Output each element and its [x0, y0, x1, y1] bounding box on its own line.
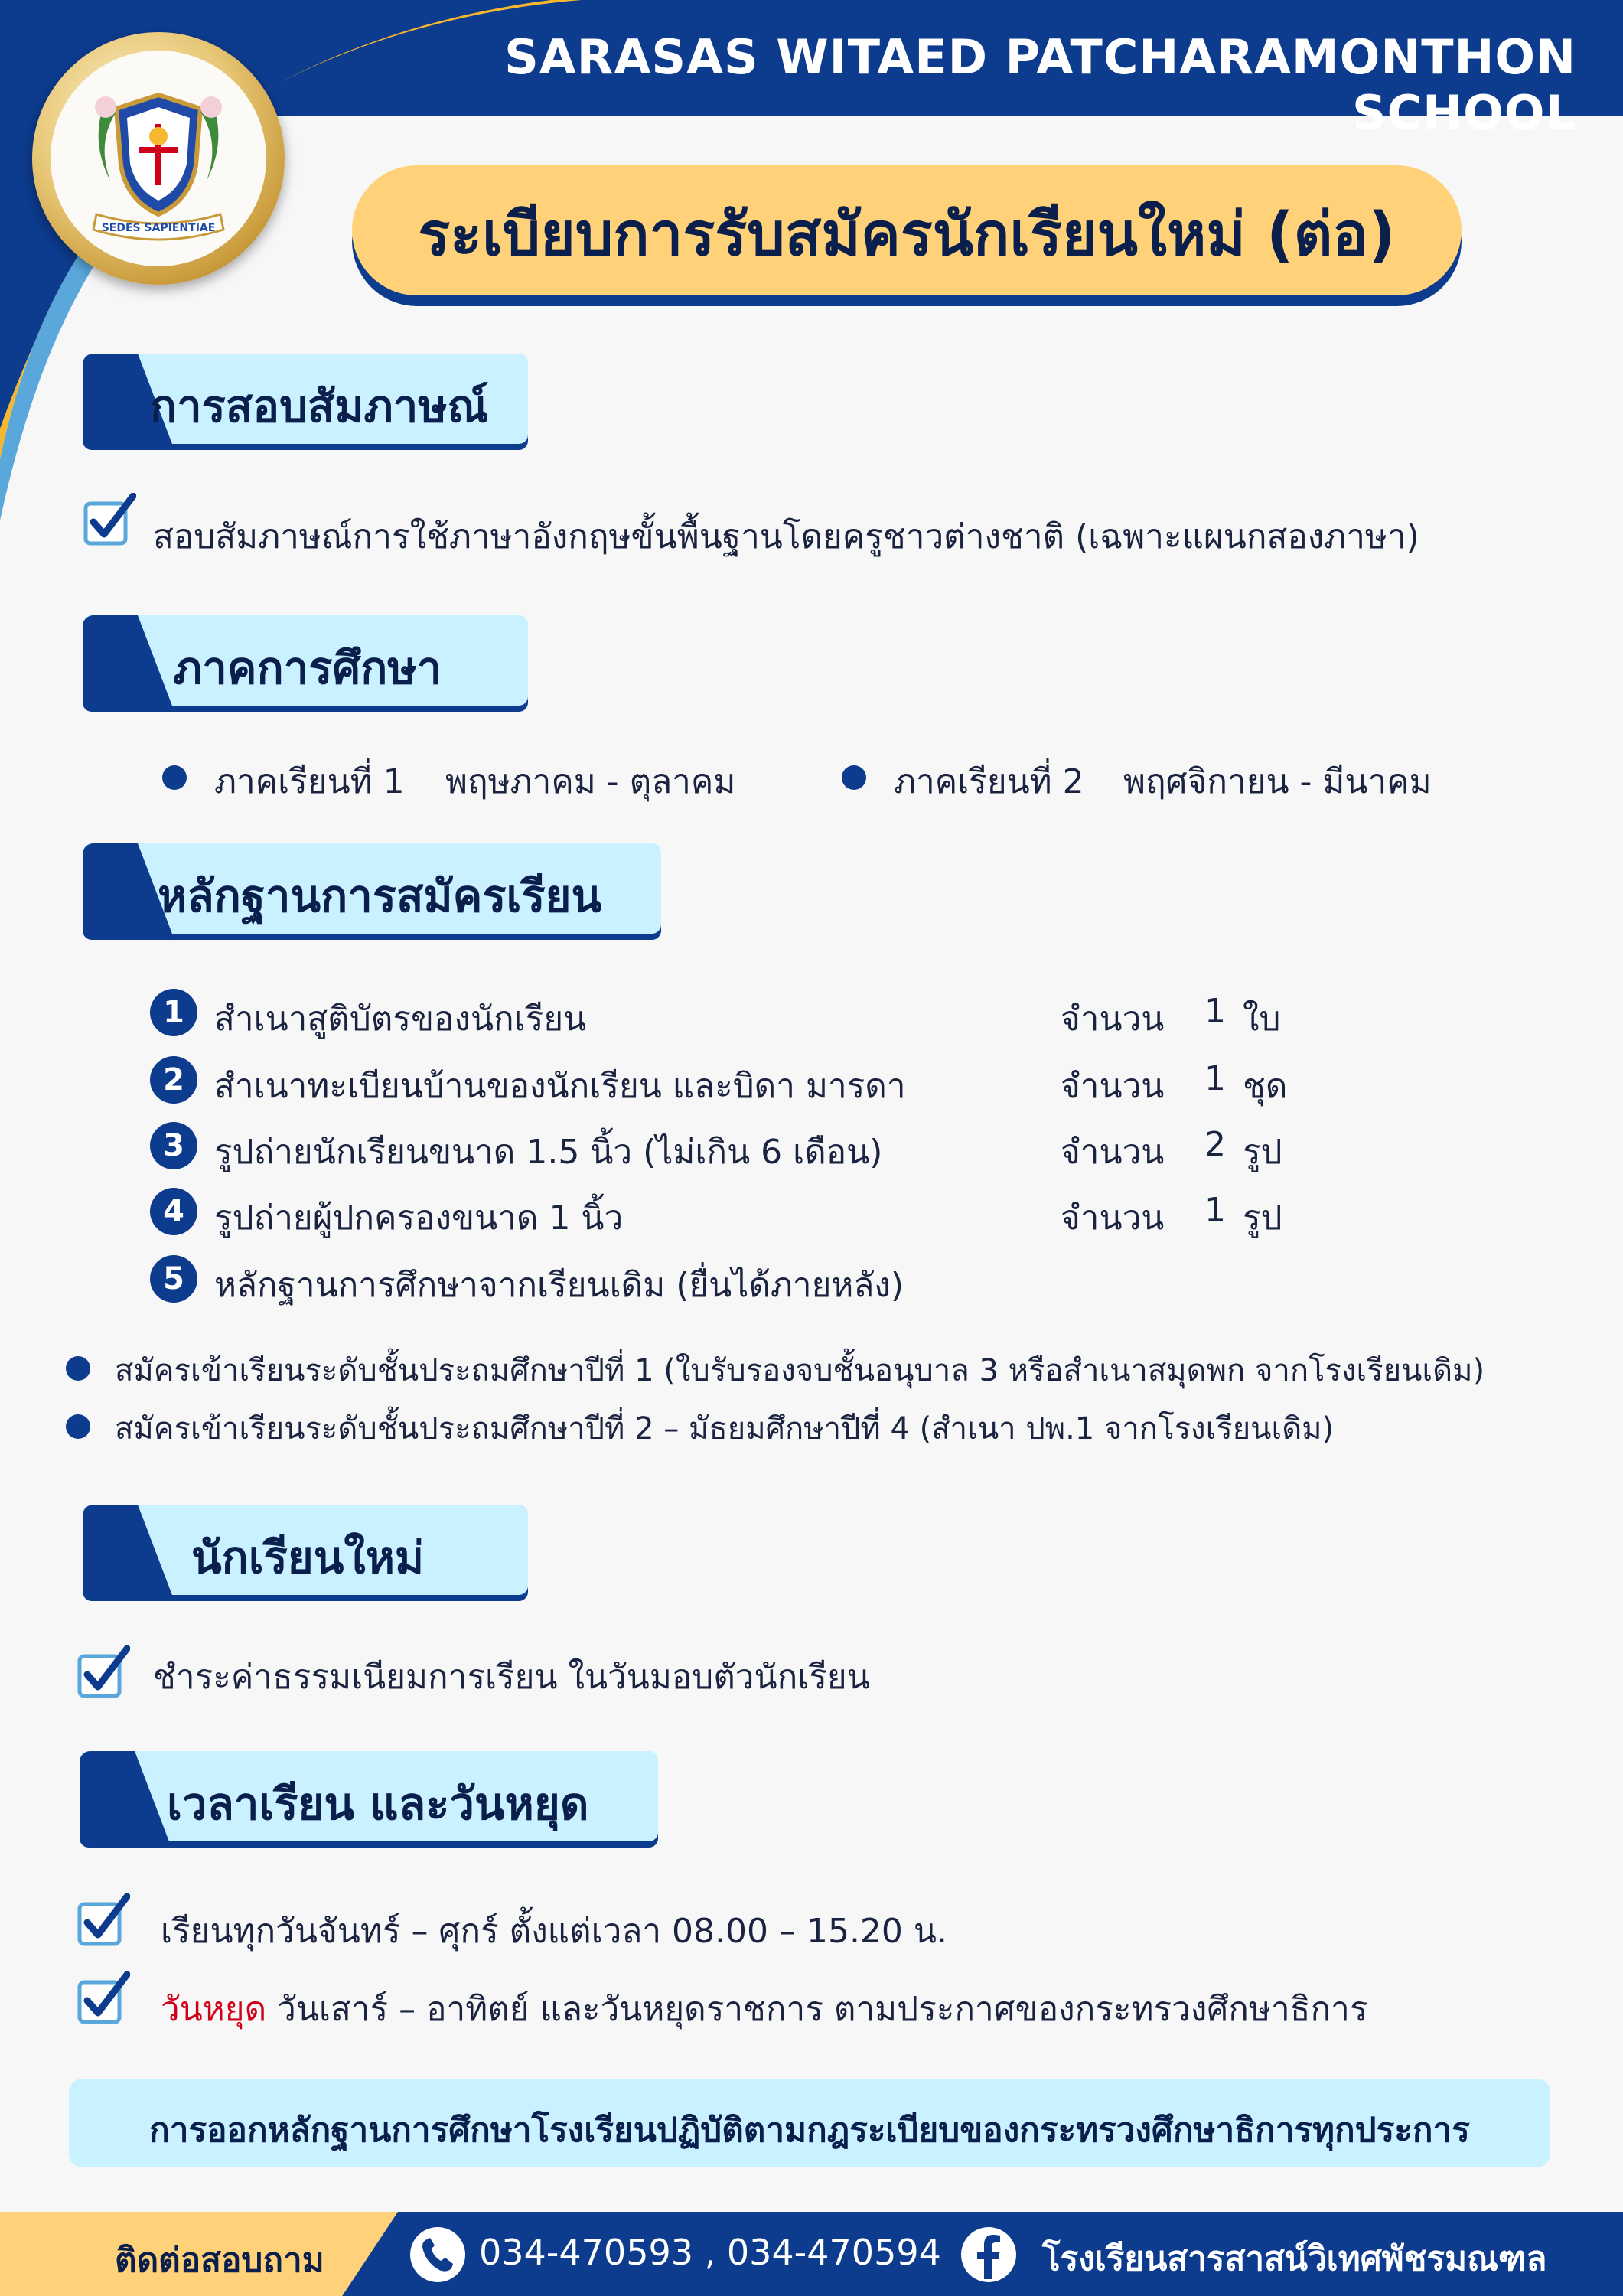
bullet-dot [842, 765, 866, 790]
schedule-study-time: เรียนทุกวันจันทร์ – ศุกร์ ตั้งแต่เวลา 08.00 – 15.20 น. [161, 1912, 947, 1951]
document-3-text: รูปถ่ายนักเรียนขนาด 1.5 นิ้ว (ไม่เกิน 6 เดือน) [214, 1133, 883, 1172]
holiday-label: วันหยุด [161, 1990, 267, 2029]
document-2-text: สำเนาทะเบียนบ้านของนักเรียน และบิดา มารดา [214, 1067, 906, 1106]
document-number-2: 2 [150, 1056, 197, 1104]
document-number-4: 4 [150, 1188, 197, 1235]
bullet-dot [66, 1356, 90, 1381]
notice-text: การออกหลักฐานการศึกษาโรงเรียนปฏิบัติตามกฎระเบียบของกระทรวงศึกษาธิการทุกประการ [149, 2111, 1470, 2150]
document-1-unit: ใบ [1243, 1000, 1281, 1039]
check-icon [83, 493, 136, 546]
facebook-icon [960, 2226, 1018, 2284]
semester-1-label: ภาคเรียนที่ 1 [214, 762, 405, 801]
semester-2-period: พฤศจิกายน - มีนาคม [1123, 762, 1432, 801]
check-icon [77, 1893, 130, 1947]
school-name: SARASAS WITAED PATCHARAMONTHON SCHOOL [504, 29, 1576, 141]
section-new-students-title: นักเรียนใหม่ [191, 1531, 425, 1583]
document-1-text: สำเนาสูติบัตรของนักเรียน [214, 1000, 587, 1039]
section-interview-header [83, 354, 528, 450]
semester-2-label: ภาคเรียนที่ 2 [894, 762, 1084, 801]
logo-motto: SEDES SAPIENTIAE [101, 222, 216, 234]
document-3-unit: รูป [1243, 1133, 1282, 1172]
bullet-dot [162, 765, 187, 790]
document-4-qty: 1 [1204, 1191, 1226, 1230]
schedule-holiday-row [161, 1982, 1367, 2036]
bullet-dot [66, 1414, 90, 1439]
school-crest-icon [51, 51, 266, 266]
section-schedule-title: เวลาเรียน และวันหยุด [167, 1778, 589, 1830]
document-4-unit: รูป [1243, 1199, 1282, 1238]
holiday-text: วันเสาร์ – อาทิตย์ และวันหยุดราชการ ตามประกาศของกระทรวงศึกษาธิการ [266, 1990, 1368, 2029]
section-schedule-header [80, 1751, 658, 1848]
document-1-qty-label: จำนวน [1061, 1000, 1165, 1039]
document-2-qty-label: จำนวน [1061, 1067, 1165, 1106]
section-semester-title: ภาคการศึกษา [173, 642, 442, 694]
document-5-text: หลักฐานการศึกษาจากเรียนเดิม (ยื่นได้ภายหลัง) [214, 1266, 904, 1305]
document-2-qty: 1 [1204, 1059, 1226, 1098]
section-semester-header [83, 615, 528, 712]
document-note-1: สมัครเข้าเรียนระดับชั้นประถมศึกษาปีที่ 1 (ใบรับรองจบชั้นอนุบาล 3 หรือสำเนาสมุดพก จากโรงเรียนเดิม) [115, 1353, 1485, 1388]
document-4-text: รูปถ่ายผู้ปกครองขนาด 1 นิ้ว [214, 1199, 624, 1238]
document-4-qty-label: จำนวน [1061, 1199, 1165, 1238]
semester-1-period: พฤษภาคม - ตุลาคม [445, 762, 736, 801]
new-students-item: ชำระค่าธรรมเนียมการเรียน ในวันมอบตัวนักเรียน [153, 1658, 870, 1697]
check-icon [77, 1971, 130, 2025]
document-number-5: 5 [150, 1255, 197, 1303]
phone-icon [409, 2226, 467, 2284]
footer-contact-label: ติดต่อสอบถาม [115, 2241, 324, 2280]
section-interview-title: การสอบสัมภาษณ์ [150, 380, 489, 432]
document-3-qty-label: จำนวน [1061, 1133, 1165, 1172]
document-number-3: 3 [150, 1122, 197, 1169]
footer-facebook-page[interactable]: โรงเรียนสารสาสน์วิเทศพัชรมณฑล [1042, 2239, 1547, 2278]
page-title: ระเบียบการรับสมัครนักเรียนใหม่ (ต่อ) [418, 201, 1396, 269]
document-3-qty: 2 [1204, 1125, 1226, 1164]
section-documents-header [83, 843, 661, 940]
section-new-students-header [83, 1505, 528, 1601]
document-note-2: สมัครเข้าเรียนระดับชั้นประถมศึกษาปีที่ 2 – มัธยมศึกษาปีที่ 4 (สำเนา ปพ.1 จากโรงเรียนเดิม) [115, 1411, 1335, 1446]
check-icon [77, 1645, 130, 1699]
interview-item: สอบสัมภาษณ์การใช้ภาษาอังกฤษขั้นพื้นฐานโดยครูชาวต่างชาติ (เฉพาะแผนกสองภาษา) [153, 517, 1419, 556]
footer-phone-numbers[interactable]: 034-470593 , 034-470594 [479, 2232, 941, 2273]
document-number-1: 1 [150, 989, 197, 1036]
document-2-unit: ชุด [1243, 1067, 1288, 1106]
section-documents-title: หลักฐานการสมัครเรียน [158, 870, 602, 922]
document-1-qty: 1 [1204, 992, 1226, 1031]
